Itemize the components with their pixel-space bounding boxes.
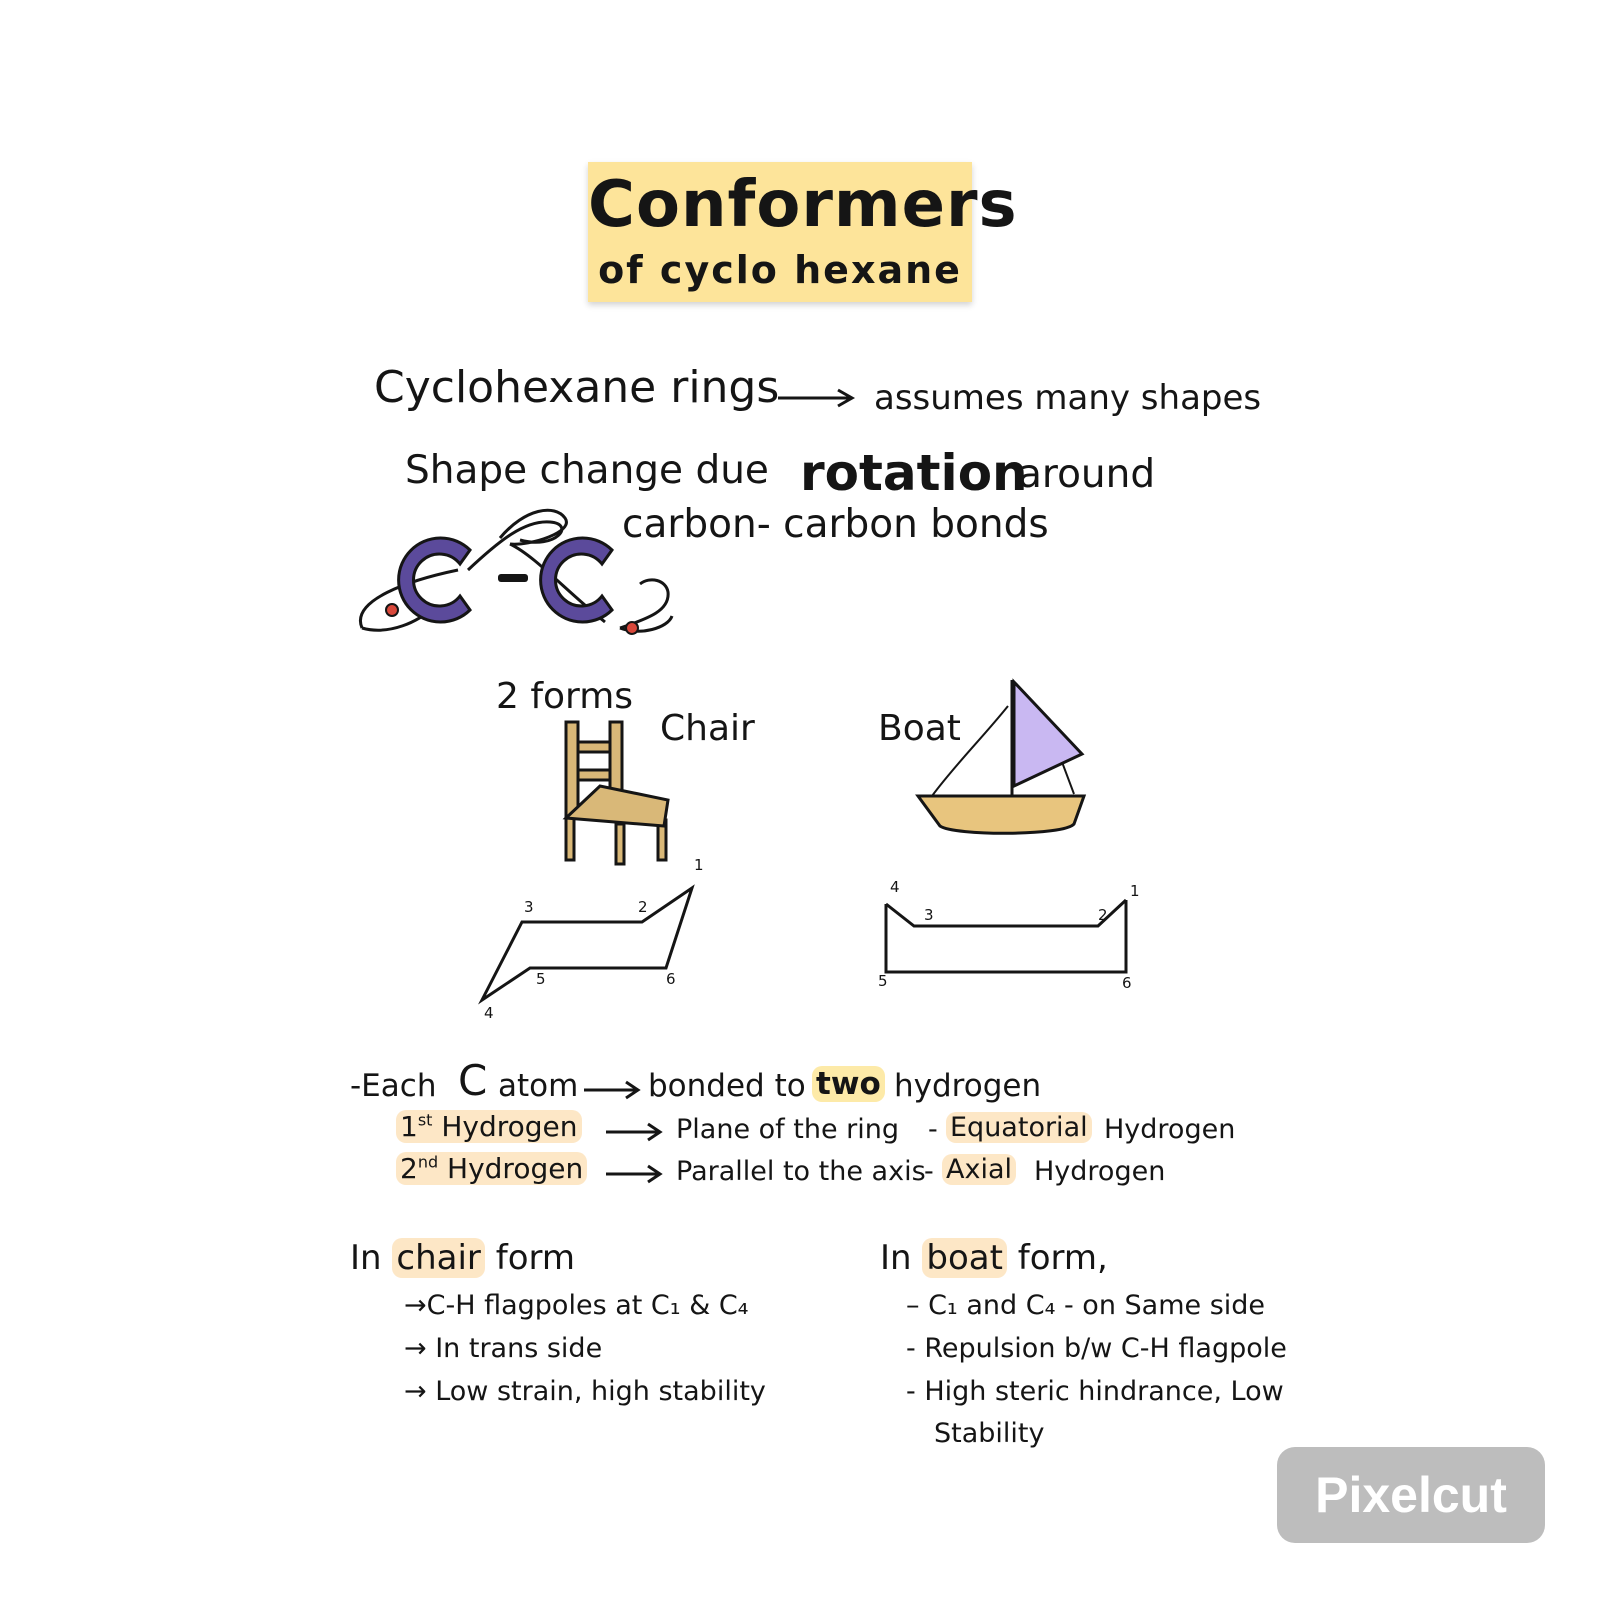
each-hydrogen: hydrogen — [894, 1068, 1042, 1104]
first-dash: - — [928, 1114, 938, 1145]
title-main: Conformers — [588, 168, 1018, 242]
rings-label: Cyclohexane rings — [374, 362, 780, 413]
second-word: Hydrogen — [447, 1152, 584, 1185]
second-sup: nd — [417, 1152, 439, 1172]
boat-icon — [914, 676, 1094, 846]
chair-label: Chair — [660, 708, 755, 749]
pixelcut-watermark[interactable]: Pixelcut — [1277, 1447, 1545, 1543]
each-two: two — [812, 1066, 885, 1102]
boat-num-4: 4 — [890, 878, 900, 896]
boat-num-3: 3 — [924, 906, 934, 924]
chair-num-1: 1 — [694, 856, 704, 874]
boat-num-6: 6 — [1122, 974, 1132, 992]
chair-conformation-diagram — [470, 850, 710, 1030]
chair-num-3: 3 — [524, 898, 534, 916]
second-type: Axial — [942, 1154, 1016, 1185]
chair-num-5: 5 — [536, 970, 546, 988]
forms-count: 2 forms — [496, 676, 634, 717]
each-c: C — [458, 1056, 488, 1105]
chair-form-highlight: chair — [392, 1238, 485, 1278]
carbon-bond-drawing — [350, 510, 680, 650]
carbon-right — [541, 538, 612, 622]
boat-num-5: 5 — [878, 972, 888, 990]
boat-num-1: 1 — [1130, 882, 1140, 900]
each-arrow-icon — [582, 1080, 642, 1100]
boat-form-highlight: boat — [922, 1238, 1007, 1278]
second-num: 2 — [400, 1152, 418, 1185]
bond-dash — [498, 574, 528, 582]
chair-form-item-1: →C-H flagpoles at C₁ & C₄ — [404, 1290, 749, 1321]
title-sub: of cyclo hexane — [598, 248, 962, 292]
chair-icon — [560, 720, 680, 870]
second-dash: - — [924, 1156, 934, 1187]
title-card — [588, 162, 1018, 302]
shape-prefix: Shape change due — [405, 448, 769, 493]
chair-num-6: 6 — [666, 970, 676, 988]
chair-form-item-3: → Low strain, high stability — [404, 1376, 766, 1407]
rings-text: assumes many shapes — [874, 378, 1262, 418]
second-arrow-icon — [604, 1164, 664, 1184]
chair-form-item-2: → In trans side — [404, 1333, 603, 1364]
boat-num-2: 2 — [1098, 906, 1108, 924]
first-num: 1 — [400, 1110, 418, 1143]
each-prefix: -Each — [350, 1068, 437, 1104]
second-suffix: Hydrogen — [1034, 1156, 1166, 1187]
first-sup: st — [417, 1110, 433, 1130]
chair-num-4: 4 — [484, 1004, 494, 1022]
each-atom: atom — [498, 1068, 579, 1104]
first-hydrogen-label — [396, 1110, 582, 1143]
chair-num-2: 2 — [638, 898, 648, 916]
boat-label: Boat — [878, 708, 961, 749]
boat-form-suffix: form, — [1017, 1238, 1108, 1278]
each-bonded: bonded to — [648, 1068, 806, 1104]
boat-form-item-2: - Repulsion b/w C-H flagpole — [906, 1333, 1287, 1364]
boat-form-item-1: – C₁ and C₄ - on Same side — [906, 1290, 1266, 1321]
shape-suffix: around — [1018, 452, 1156, 497]
second-hydrogen-label — [396, 1152, 587, 1185]
first-desc: Plane of the ring — [676, 1114, 899, 1145]
first-word: Hydrogen — [441, 1110, 578, 1143]
first-arrow-icon — [604, 1122, 664, 1142]
first-suffix: Hydrogen — [1104, 1114, 1236, 1145]
shape-bold: rotation — [800, 444, 1028, 502]
chair-form-heading — [350, 1238, 575, 1278]
rings-arrow-icon — [776, 388, 856, 408]
boat-form-item-4: Stability — [934, 1418, 1045, 1449]
first-type: Equatorial — [946, 1112, 1092, 1143]
electron-left — [386, 604, 398, 616]
second-desc: Parallel to the axis — [676, 1156, 926, 1187]
shape-line2: carbon- carbon bonds — [622, 502, 1049, 547]
chair-form-suffix: form — [495, 1238, 575, 1278]
boat-form-heading — [880, 1238, 1108, 1278]
boat-form-prefix: In — [880, 1238, 912, 1278]
boat-form-item-3: - High steric hindrance, Low — [906, 1376, 1284, 1407]
chair-form-prefix: In — [350, 1238, 382, 1278]
boat-conformation-diagram — [870, 890, 1140, 990]
carbon-left — [399, 538, 470, 622]
electron-right — [626, 622, 638, 634]
